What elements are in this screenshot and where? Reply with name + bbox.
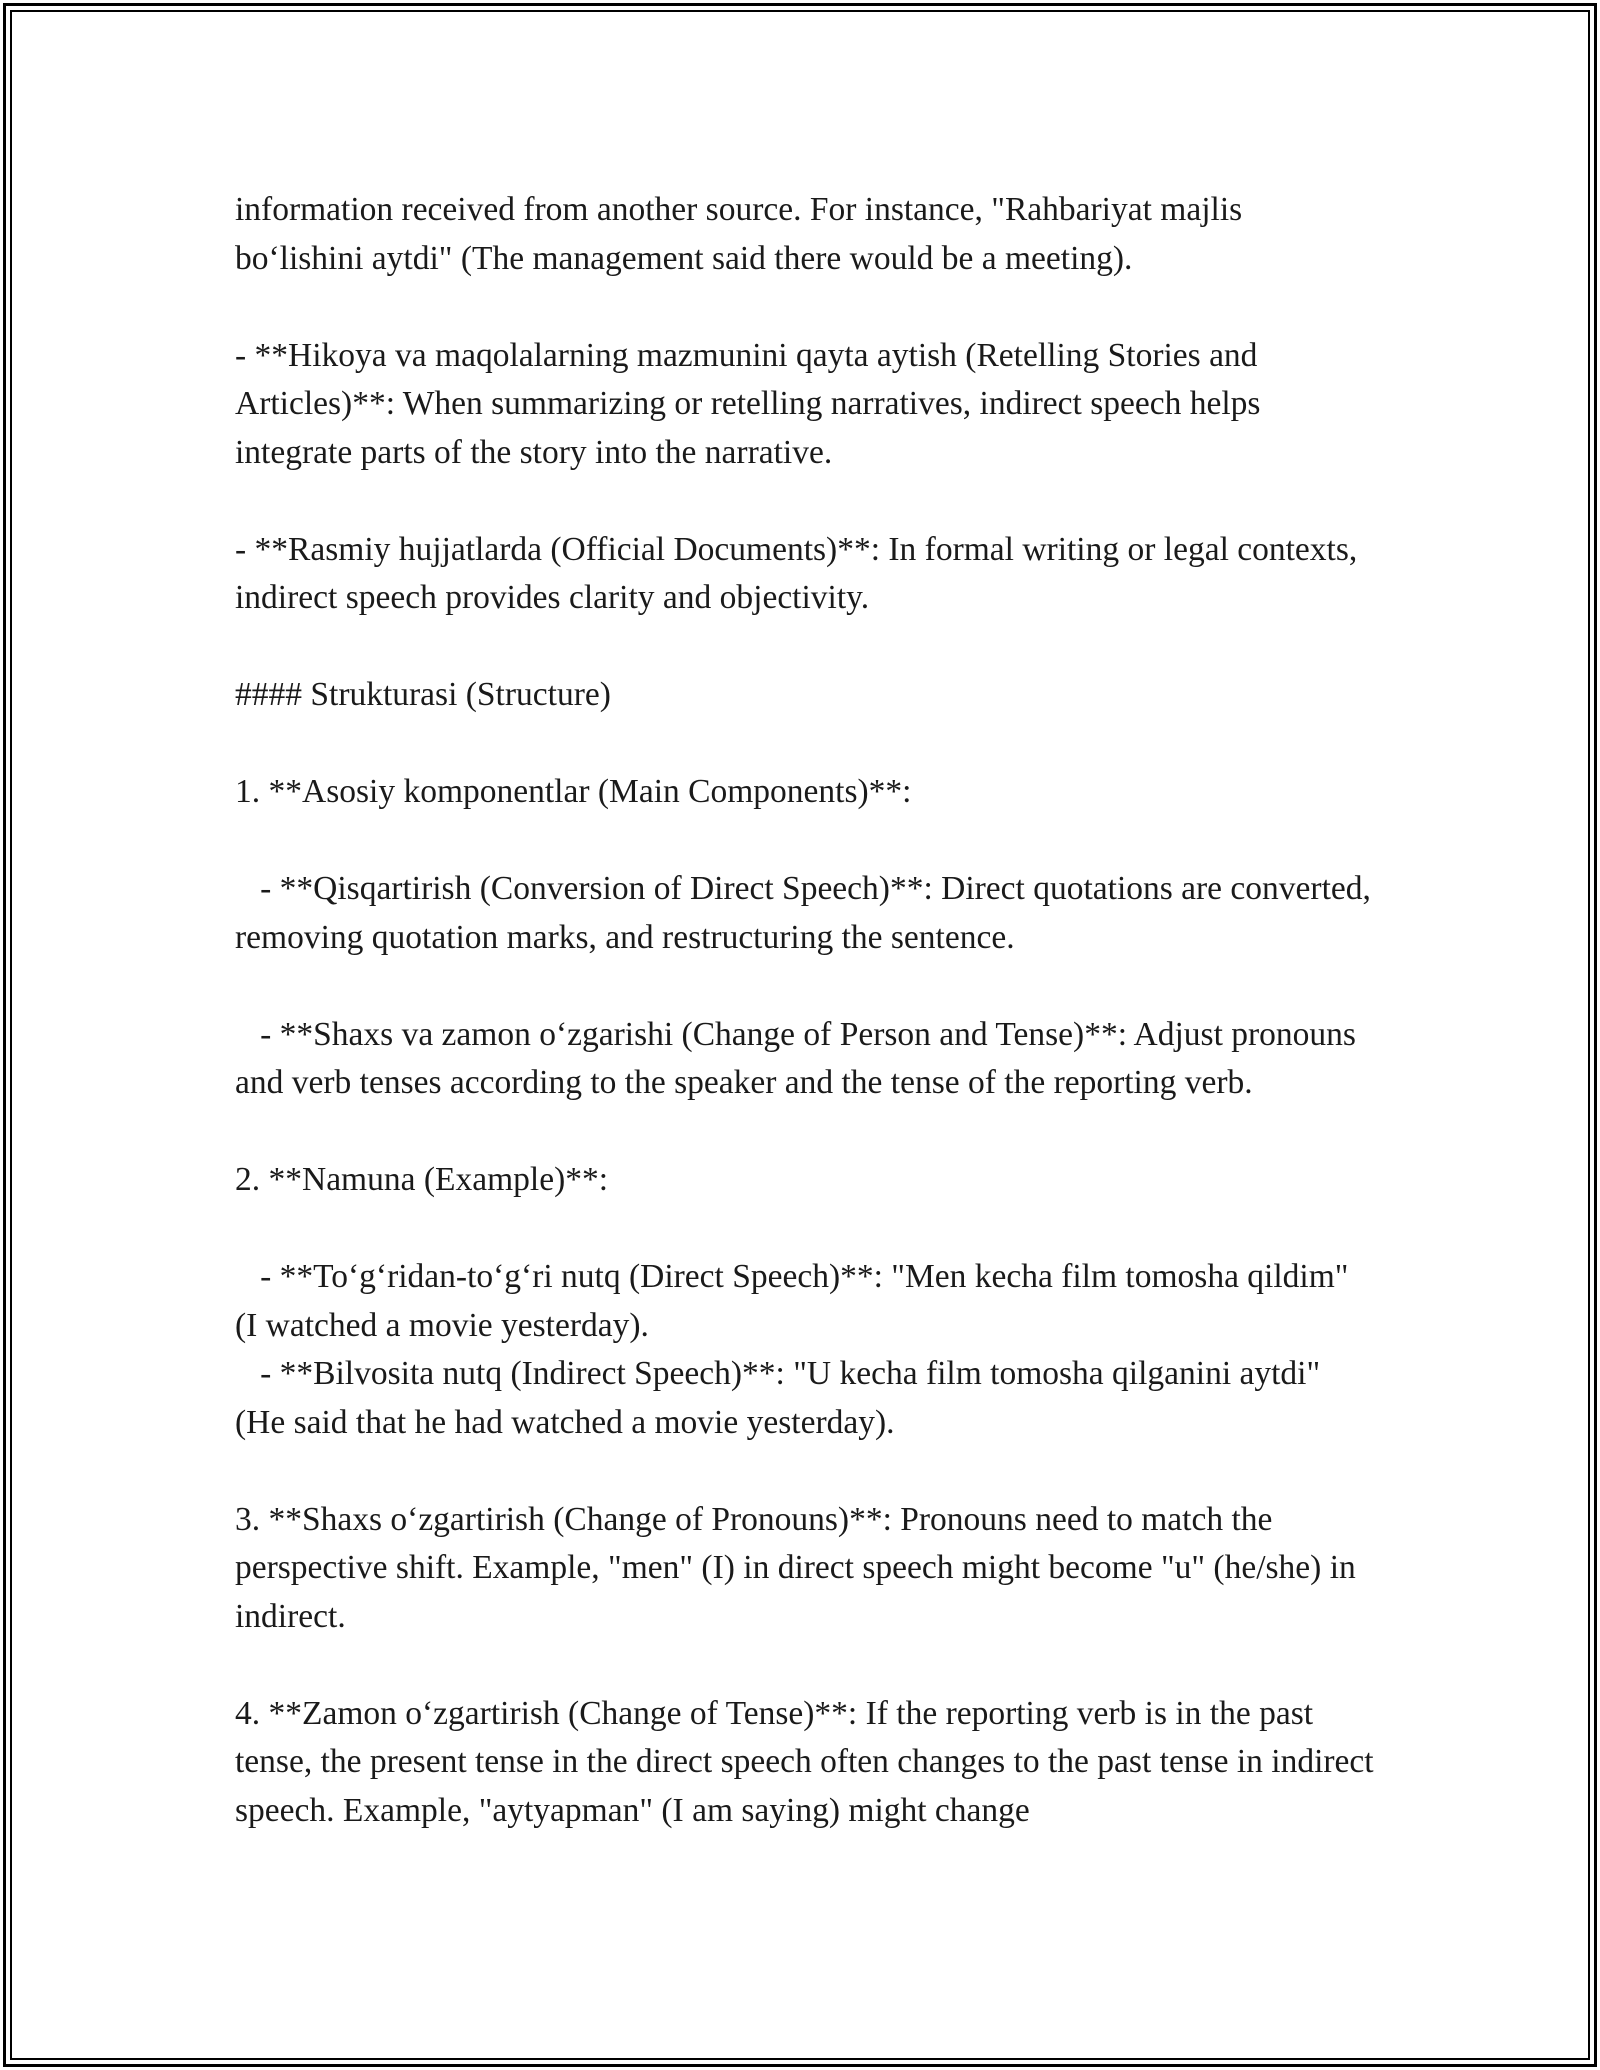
list-item-change-tense: 4. **Zamon o‘zgartirish (Change of Tense)**: If the reporting verb is in the past tense, the present tense in the direct speech often changes to the past tense in indirect speech. Example, "aytyapman" (I am saying) might change bbox=[235, 1694, 1382, 1829]
paragraph-spacer bbox=[235, 1108, 1375, 1157]
paragraph-spacer bbox=[235, 1205, 1375, 1254]
paragraph-retelling-stories: - **Hikoya va maqolalarning mazmunini qayta aytish (Retelling Stories and Articles)**: When summarizing or retelling narratives, indirect speech helps integrate parts of the story into the narrative. bbox=[235, 336, 1269, 471]
list-item-change-pronouns: 3. **Shaxs o‘zgartirish (Change of Pronouns)**: Pronouns need to match the perspective shift. Example, "men" (I) in direct speech might become "u" (he/she) in indirect. bbox=[235, 1500, 1365, 1635]
list-item-example: 2. **Namuna (Example)**: bbox=[235, 1161, 609, 1198]
paragraph-spacer bbox=[235, 1447, 1375, 1496]
paragraph-source-info: information received from another source. For instance, "Rahbariyat majlis bo‘lishini aytdi" (The management said there would be a meeting). bbox=[235, 191, 1251, 277]
sub-item-conversion: - **Qisqartirish (Conversion of Direct Speech)**: Direct quotations are converted, removing quotation marks, and restructuring the sentence. bbox=[235, 870, 1380, 956]
paragraph-spacer bbox=[235, 623, 1375, 672]
document-body bbox=[235, 186, 1382, 1835]
sub-item-indirect-speech: - **Bilvosita nutq (Indirect Speech)**: "U kecha film tomosha qilganini aytdi" (He said that he had watched a movie yesterday). bbox=[235, 1355, 1329, 1441]
paragraph-spacer bbox=[235, 283, 1375, 332]
paragraph-spacer bbox=[235, 1641, 1375, 1690]
sub-item-direct-speech: - **To‘g‘ridan-to‘g‘ri nutq (Direct Speech)**: "Men kecha film tomosha qildim" (I watched a movie yesterday). bbox=[235, 1258, 1357, 1344]
section-heading-structure: #### Strukturasi (Structure) bbox=[235, 676, 611, 713]
paragraph-spacer bbox=[235, 817, 1375, 866]
paragraph-spacer bbox=[235, 962, 1375, 1011]
list-item-main-components: 1. **Asosiy komponentlar (Main Components)**: bbox=[235, 773, 912, 810]
sub-item-person-tense: - **Shaxs va zamon o‘zgarishi (Change of Person and Tense)**: Adjust pronouns and verb tenses according to the speaker and the tense of the reporting verb. bbox=[235, 1015, 1365, 1101]
paragraph-spacer bbox=[235, 477, 1375, 526]
paragraph-spacer bbox=[235, 720, 1375, 769]
paragraph-official-documents: - **Rasmiy hujjatlarda (Official Documents)**: In formal writing or legal contexts, indirect speech provides clarity and objectivity. bbox=[235, 530, 1366, 616]
